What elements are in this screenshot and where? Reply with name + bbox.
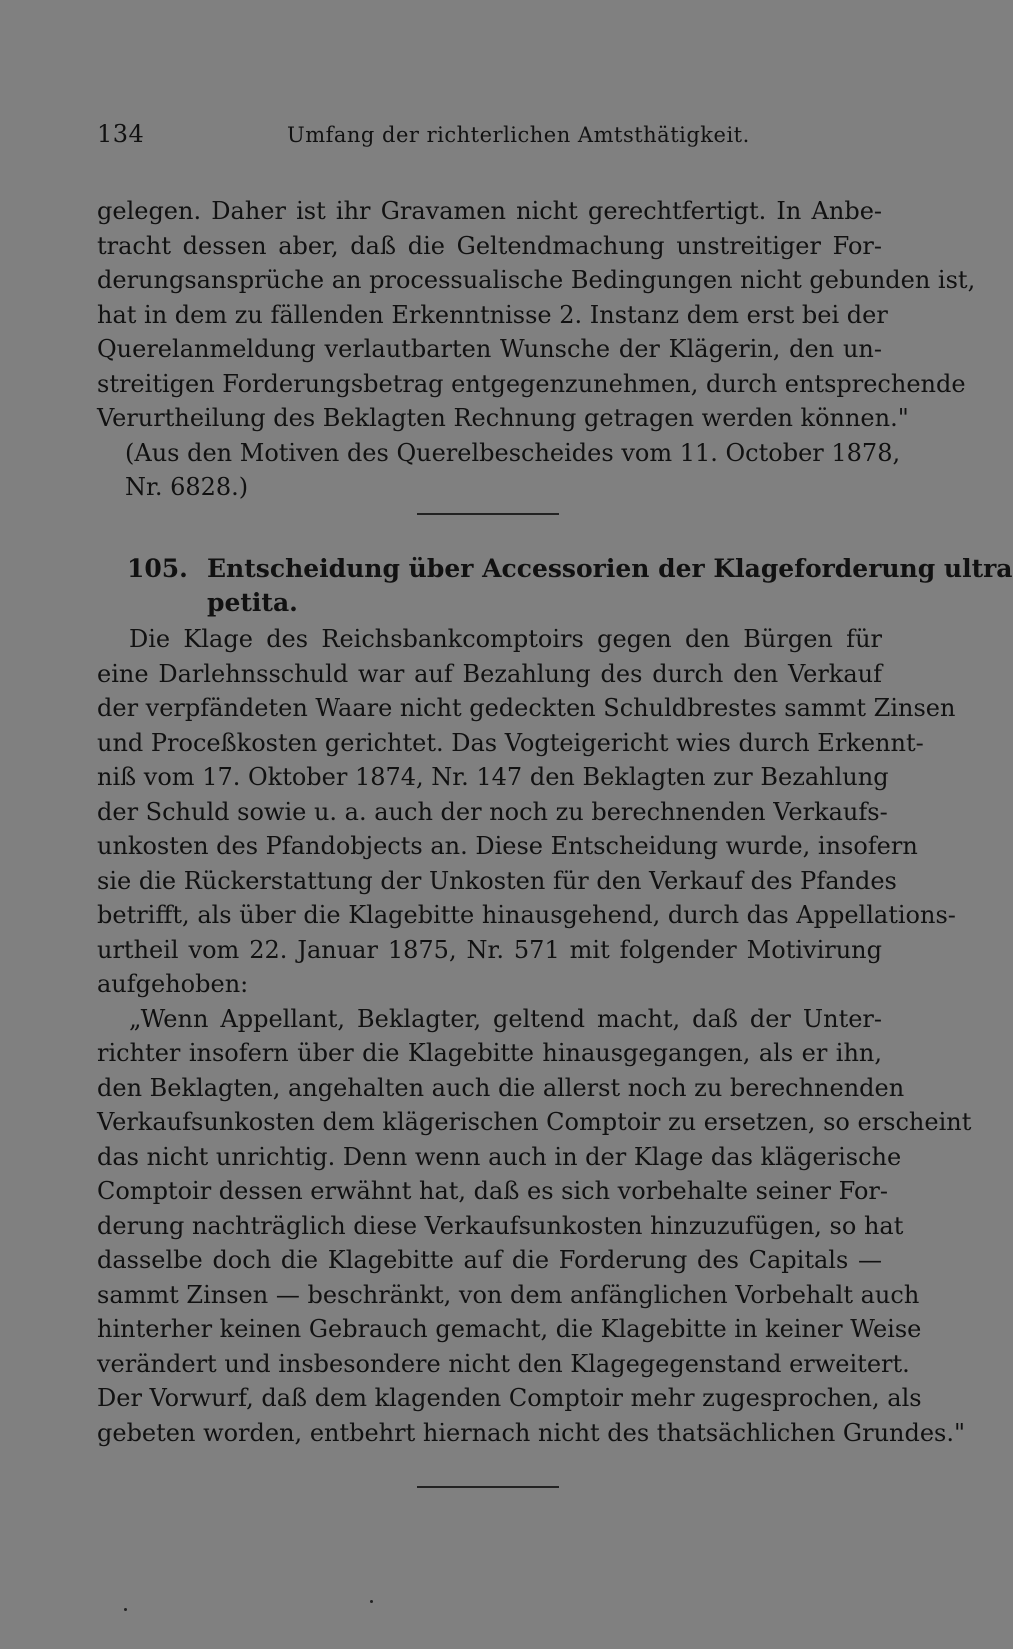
text-line: derung nachträglich diese Verkaufsunkosten hinzuzufügen, so hat — [97, 1211, 904, 1240]
quoted-paragraph — [97, 1002, 972, 1451]
section-title-line: Entscheidung über Accessorien der Klageforderung ultra — [207, 554, 1013, 583]
text-line: Verurtheilung des Beklagten Rechnung getragen werden können." — [97, 404, 909, 432]
text-line: sie die Rückerstattung der Unkosten für den Verkauf des Pfandes — [97, 866, 897, 895]
text-line: Querelanmeldung verlautbarten Wunsche der Klägerin, den un- — [97, 335, 882, 363]
print-speck — [124, 1608, 127, 1611]
text-line: und Proceßkosten gerichtet. Das Vogteigericht wies durch Erkennt- — [97, 728, 924, 757]
section-title — [207, 552, 1013, 620]
citation-line: Nr. 6828.) — [125, 473, 249, 501]
text-line: richter insofern über die Klagebitte hinausgegangen, als er ihn, — [97, 1039, 882, 1067]
text-line: hat in dem zu fällenden Erkenntnisse 2. Instanz dem erst bei der — [97, 300, 888, 329]
section-105 — [97, 552, 1013, 1450]
book-page — [97, 120, 1013, 1447]
citation-line: (Aus den Motiven des Querelbescheides vom 11. October 1878, — [125, 438, 901, 467]
section-heading — [97, 552, 1013, 620]
section-divider — [417, 513, 559, 515]
text-line: aufgehoben: — [97, 970, 249, 998]
text-line: das nicht unrichtig. Denn wenn auch in der Klage das klägerische — [97, 1142, 902, 1171]
continuation-paragraph — [97, 194, 976, 505]
text-line: gebeten worden, entbehrt hiernach nicht des thatsächlichen Grundes." — [97, 1418, 966, 1447]
text-line: der verpfändeten Waare nicht gedeckten Schuldbrestes sammt Zinsen — [97, 694, 956, 722]
text-line: gelegen. Daher ist ihr Gravamen nicht gerechtfertigt. In Anbe- — [97, 197, 882, 225]
text-line: tracht dessen aber, daß die Geltendmachung unstreitiger For- — [97, 231, 882, 260]
section-paragraph — [97, 622, 956, 1002]
text-line: derungsansprüche an processualische Bedingungen nicht gebunden ist, — [97, 266, 976, 294]
print-speck — [370, 1600, 373, 1603]
section-title-line: petita. — [207, 588, 298, 617]
end-divider — [417, 1486, 559, 1488]
page-number: 134 — [97, 120, 145, 148]
text-line: dasselbe doch die Klagebitte auf die Forderung des Capitals — — [97, 1246, 882, 1274]
text-line: niß vom 17. Oktober 1874, Nr. 147 den Beklagten zur Bezahlung — [97, 763, 889, 791]
text-line: eine Darlehnsschuld war auf Bezahlung des durch den Verkauf — [97, 659, 882, 688]
text-line: „Wenn Appellant, Beklagter, geltend macht, daß der Unter- — [129, 1004, 882, 1033]
page-header — [97, 120, 882, 162]
text-line: der Schuld sowie u. a. auch der noch zu berechnenden Verkaufs- — [97, 797, 888, 826]
text-line: Comptoir dessen erwähnt hat, daß es sich vorbehalte seiner For- — [97, 1177, 888, 1205]
text-line: den Beklagten, angehalten auch die allerst noch zu berechnenden — [97, 1073, 905, 1102]
text-line: Verkaufsunkosten dem klägerischen Comptoir zu ersetzen, so erscheint — [97, 1108, 972, 1136]
text-line: hinterher keinen Gebrauch gemacht, die Klagebitte in keiner Weise — [97, 1315, 922, 1343]
text-line: urtheil vom 22. Januar 1875, Nr. 571 mit folgender Motivirung — [97, 935, 882, 964]
running-head: Umfang der richterlichen Amtsthätigkeit. — [287, 123, 750, 147]
text-line: verändert und insbesondere nicht den Klagegegenstand erweitert. — [97, 1349, 910, 1378]
text-line: sammt Zinsen — beschränkt, von dem anfänglichen Vorbehalt auch — [97, 1280, 920, 1309]
text-line: unkosten des Pfandobjects an. Diese Entscheidung wurde, insofern — [97, 832, 918, 860]
text-line: Die Klage des Reichsbankcomptoirs gegen den Bürgen für — [129, 625, 882, 653]
text-line: Der Vorwurf, daß dem klagenden Comptoir mehr zugesprochen, als — [97, 1384, 922, 1412]
text-line: streitigen Forderungsbetrag entgegenzunehmen, durch entsprechende — [97, 369, 966, 398]
section-number: 105. — [127, 554, 188, 583]
text-line: betrifft, als über die Klagebitte hinausgehend, durch das Appellations- — [97, 901, 956, 929]
